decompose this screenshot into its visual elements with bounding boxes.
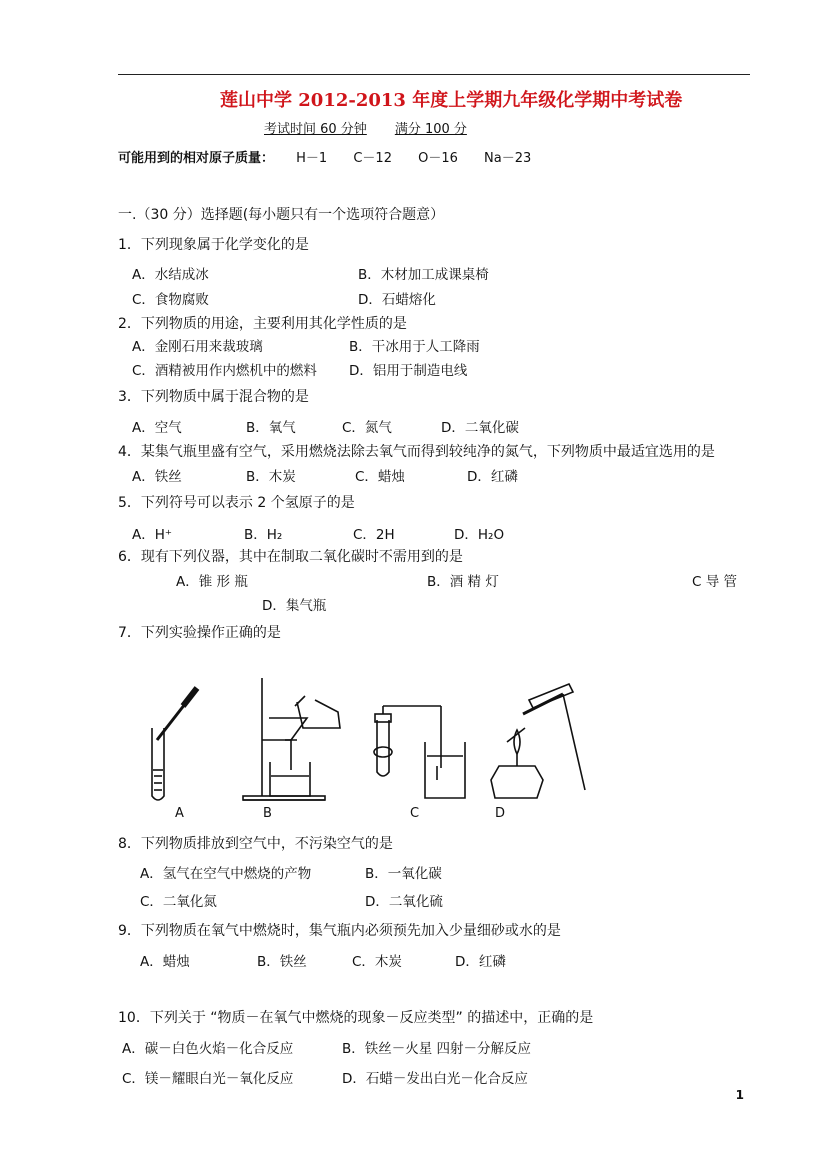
- option: D．集气瓶: [262, 598, 327, 614]
- option: B．木炭: [246, 469, 296, 485]
- option: A．金刚石用来裁玻璃: [132, 339, 263, 355]
- exam-score: 满分 100 分: [394, 122, 467, 137]
- question-stem: 3．下列物质中属于混合物的是: [118, 389, 309, 405]
- question-stem: 9．下列物质在氧气中燃烧时，集气瓶内必须预先加入少量细砂或水的是: [118, 923, 561, 939]
- option: A．铁丝: [132, 469, 182, 485]
- option: B．酒 精 灯: [427, 574, 499, 590]
- section-title: 一.（30 分）选择题(每小题只有一个选项符合题意）: [118, 207, 445, 223]
- option: B．木材加工成课桌椅: [358, 267, 489, 283]
- option: D．二氧化碳: [441, 420, 519, 436]
- option: C 导 管: [692, 574, 738, 590]
- atomic-mass-label: 可能用到的相对原子质量：: [118, 151, 275, 166]
- figure-label: A: [175, 806, 184, 821]
- question-stem: 2．下列物质的用途，主要利用其化学性质的是: [118, 316, 407, 332]
- question-stem: 8．下列物质排放到空气中，不污染空气的是: [118, 836, 393, 852]
- question-stem: 5．下列符号可以表示 2 个氢原子的是: [118, 495, 355, 511]
- option: D．铝用于制造电线: [349, 363, 468, 379]
- option: A．氢气在空气中燃烧的产物: [140, 866, 312, 882]
- question-stem: 10．下列关于 “物质－在氧气中燃烧的现象－反应类型” 的描述中，正确的是: [118, 1010, 594, 1026]
- option: B．氧气: [246, 420, 296, 436]
- option: A．H⁺: [132, 527, 173, 543]
- atomic-mass-line: [118, 147, 553, 166]
- option: B．干冰用于人工降雨: [349, 339, 480, 355]
- option: B．一氧化碳: [365, 866, 442, 882]
- option: C．食物腐败: [132, 292, 209, 308]
- figure-d-heating: [491, 684, 585, 798]
- page-number: 1: [735, 1088, 744, 1102]
- lab-apparatus-figure: [145, 670, 605, 805]
- figure-label: C: [410, 806, 420, 821]
- option: B．H₂: [244, 527, 283, 543]
- question-stem: 1．下列现象属于化学变化的是: [118, 237, 309, 253]
- option: D．石蜡熔化: [358, 292, 436, 308]
- option: C．二氧化氮: [140, 894, 217, 910]
- option: D．石蜡－发出白光－化合反应: [342, 1071, 528, 1087]
- option: C．2H: [353, 527, 395, 543]
- mass-h: H－1: [296, 151, 328, 166]
- figure-a-dropper: [152, 688, 197, 800]
- option: D．红磷: [467, 469, 518, 485]
- option: B．铁丝: [257, 954, 307, 970]
- option: C．酒精被用作内燃机中的燃料: [132, 363, 317, 379]
- option: D．二氧化硫: [365, 894, 443, 910]
- exam-title: 莲山中学 2012-2013 年度上学期九年级化学期中考试卷: [220, 90, 683, 111]
- option: C．木炭: [352, 954, 402, 970]
- question-stem: 6．现有下列仪器，其中在制取二氧化碳时不需用到的是: [118, 549, 463, 565]
- figure-label: D: [495, 806, 506, 821]
- option: D．H₂O: [454, 527, 505, 543]
- option: C．蜡烛: [355, 469, 405, 485]
- question-stem: 7．下列实验操作正确的是: [118, 625, 281, 641]
- header-rule: [118, 74, 750, 75]
- option: A．锥 形 瓶: [176, 574, 248, 590]
- mass-na: Na－23: [484, 151, 532, 166]
- option: A．碳－白色火焰－化合反应: [122, 1041, 294, 1057]
- option: A．水结成冰: [132, 267, 209, 283]
- exam-time: 考试时间 60 分钟: [264, 122, 367, 137]
- question-stem: 4．某集气瓶里盛有空气，采用燃烧法除去氧气而得到较纯净的氮气，下列物质中最适宜选用的是: [118, 444, 715, 460]
- figure-label: B: [263, 806, 272, 821]
- exam-info: [264, 118, 495, 137]
- option: A．蜡烛: [140, 954, 190, 970]
- figure-c-airtightness: [374, 706, 465, 798]
- option: D．红磷: [455, 954, 506, 970]
- option: C．镁－耀眼白光－氧化反应: [122, 1071, 294, 1087]
- option: B．铁丝－火星 四射－分解反应: [342, 1041, 532, 1057]
- mass-o: O－16: [418, 151, 458, 166]
- figure-b-filtration: [243, 678, 340, 800]
- mass-c: C－12: [353, 151, 392, 166]
- option: A．空气: [132, 420, 182, 436]
- option: C．氮气: [342, 420, 392, 436]
